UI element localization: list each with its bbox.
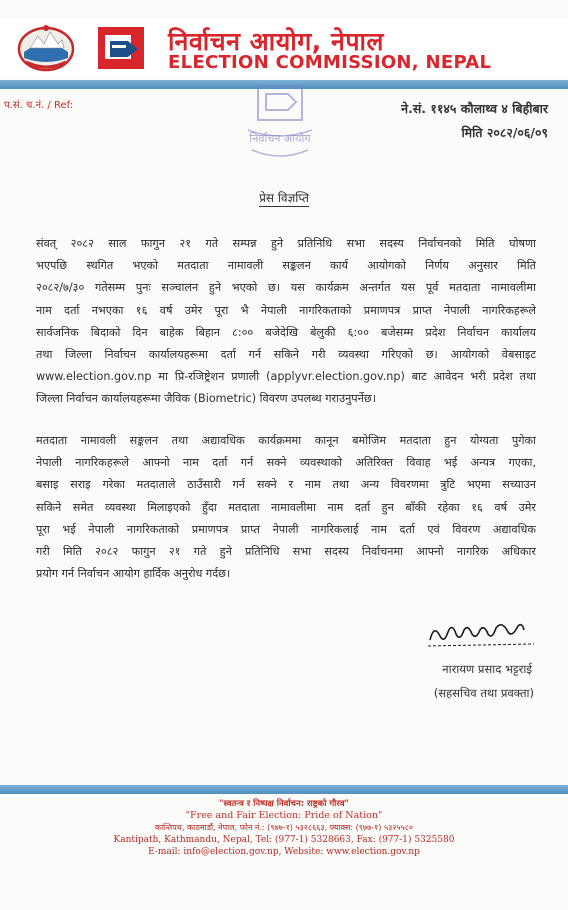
address-english: Kantipath, Kathmandu, Nepal, Tel: (977-1) 5328663, Fax: (977-1) 5325580 [113,835,455,845]
paragraph-line: प्रयोग गर्न निर्वाचन आयोग हार्दिक अनुरोध गर्दछ। [36,567,231,581]
reference-label: प.सं. च.नं. / Ref: [4,100,74,111]
election-commission-logo-icon [98,27,144,69]
paragraph-line: मतदाता नामावली सङ्कलन तथा अद्यावधिक कार्यक्रममा कानून बमोजिम मतदाता हुन योग्यता पुगेका [36,434,536,447]
commission-name-english: ELECTION COMMISSION, NEPAL [168,52,492,73]
footer-divider [0,785,568,794]
press-release-heading [0,189,568,206]
slogan-nepali: "स्वतन्त्र र निष्पक्ष निर्वाचन: राष्ट्रको गौरव" [219,799,349,809]
paragraph-line: www.election.gov.np मा प्रि-रजिष्ट्रेशन प्रणाली (applyvr.election.gov.np) बाट आवेदन भरी प्रदेश तथा [36,370,536,384]
heading-text: प्रेस विज्ञप्ति [259,191,309,205]
paragraph-line: संवत् २०८२ साल फागुन २१ गते सम्पन्न हुने प्रतिनिधि सभा सदस्य निर्वाचनको मिति घोषणा [36,237,536,250]
contact-info: E-mail: info@election.gov.np, Website: www.election.gov.np [148,847,420,857]
paragraph-line: नाम दर्ता नभएका १६ वर्ष उमेर पूरा भै नेपाली नागरिकताको प्रमाणपत्र प्राप्त नेपाली नागरिकहरूले [36,303,536,317]
paragraph-line: नेपाली नागरिकहरूले आफ्नो नाम दर्ता गर्न सक्ने व्यवस्थाको अतिरिक्त विवाह भई अन्यत्र गएका, [36,456,536,470]
paragraph-line: गरी मिति २०८२ फागुन २१ गते हुने प्रतिनिधि सभा सदस्य निर्वाचनमा आफ्नो नागरिक अधिकार [36,545,536,559]
paragraph-line: पूरा भई नेपाली नागरिकताको प्रमाणपत्र प्राप्त नेपाली नागरिकलाई नाम दर्ता एवं विवरण अद्यावधिक [36,522,536,536]
signatory-title: (सहसचिव तथा प्रवक्ता) [433,686,534,700]
signatory-name: नारायण प्रसाद भट्टराई [442,662,532,676]
paragraph-line: बसाइ सराइ गरेका मतदाताले ठाउँसारी गर्न सक्ने र नाम तथा अन्य विवरणमा त्रुटि भएमा सच्याउन [36,478,536,492]
nepal-sambat-date: ने.सं. ११४५ कौलाथ्व ४ बिहीबार [401,101,548,116]
paragraph-2 [36,430,536,585]
official-stamp [238,80,322,162]
nepal-emblem-icon [16,22,76,72]
document-date: मिति २०८२/०६/०९ [461,125,548,140]
handwritten-signature [424,614,536,652]
stamp-text: निर्वाचन आयोग [249,132,311,145]
paragraph-line: सार्वजनिक बिदाको दिन बाहेक बिहान ८:०० बजेदेखि बेलुकी ६:०० बजेसम्म प्रदेश निर्वाचन कार्यालय [36,325,536,339]
commission-name-nepali: निर्वाचन आयोग, नेपाल [168,27,384,56]
letterhead-footer [0,798,568,858]
paragraph-line: २०८२/७/३० गतेसम्म पुनः सञ्चालन हुने भएको छ। यस कार्यक्रम अन्तर्गत यस पूर्व मतदाता नामावलीमा [36,281,536,295]
slogan-english: "Free and Fair Election: Pride of Nation" [185,810,383,821]
address-nepali: कान्तिपथ, काठमाडौं, नेपाल, फोन नं.: (९७७-१) ५३२८६६३, फ्याक्स: (९७७-१) ५३२५५८० [154,823,414,832]
paragraph-line: जिल्ला निर्वाचन कार्यालयहरूमा जैविक (Biometric) विवरण उपलब्ध गराउनुपर्नेछ। [36,392,376,406]
paragraph-line: तथा जिल्ला निर्वाचन कार्यालयहरूमा दर्ता गर्न सकिने गरी व्यवस्था गरिएको छ। आयोगको वेबसाइट [36,348,536,362]
paragraph-1 [36,233,536,411]
paragraph-line: भएपछि स्थगित भएको मतदाता नामावली सङ्कलन कार्य आयोगको निर्णय अनुसार मिति [36,259,536,273]
paragraph-line: सकिने समेत व्यवस्था मिलाइएको हुँदा मतदाता नामावलीमा नाम दर्ता हुन बाँकी रहेका १६ वर्ष उमेर [36,500,536,514]
